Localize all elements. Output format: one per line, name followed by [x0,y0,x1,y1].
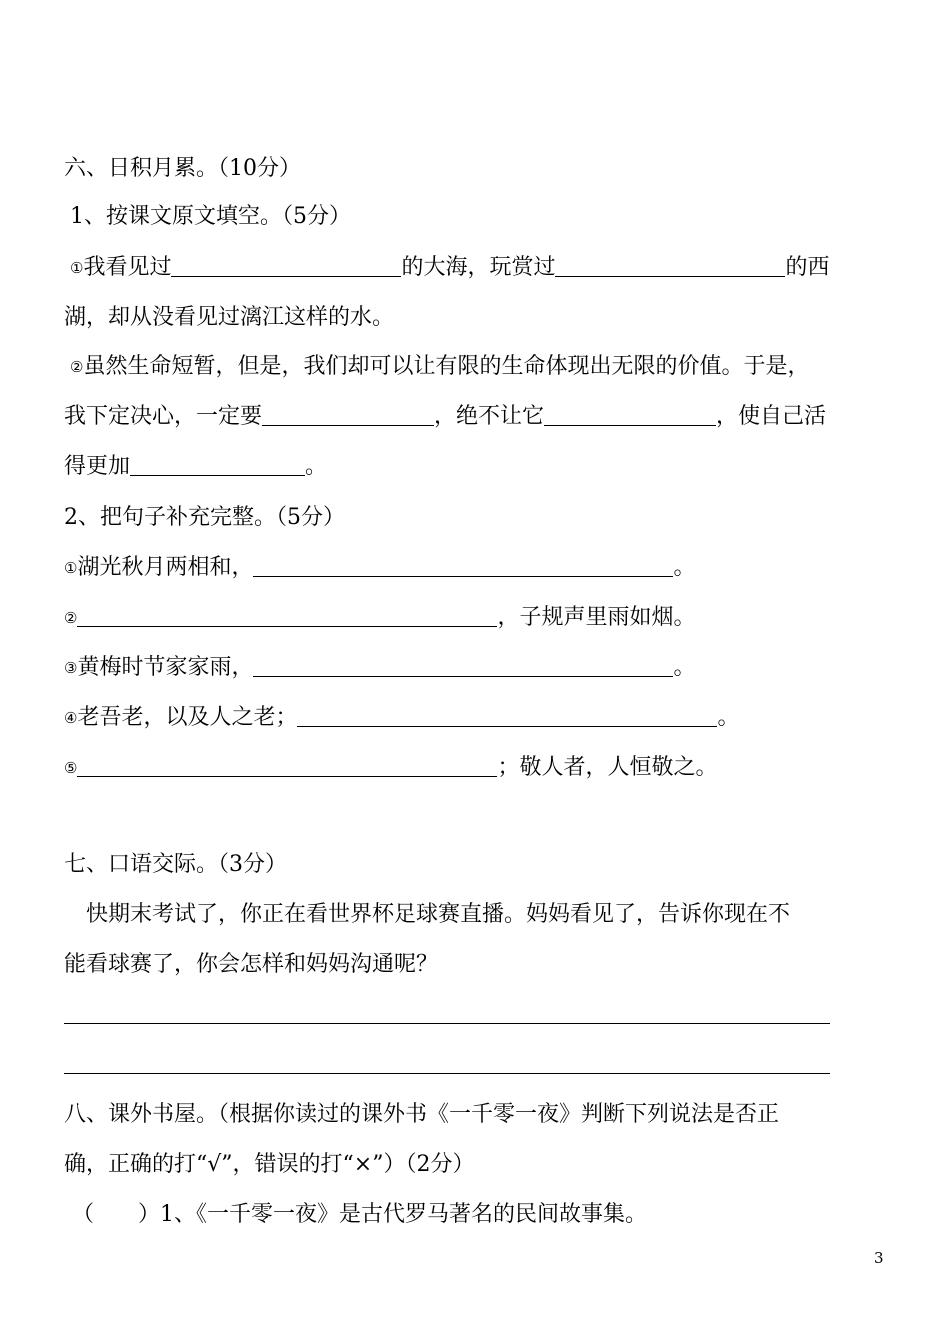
item-marker: ③ [64,659,78,677]
q2-item-5: ⑤ ；敬人者，人恒敬之。 [64,755,718,780]
q1-item1-line1: ①我看见过 的大海，玩赏过 的西 [70,255,830,280]
item-marker: ④ [64,709,78,727]
answer-blank[interactable] [544,403,716,426]
answer-paren[interactable]: （ ） [72,1202,161,1227]
section8-item-1: （ ）1、《一千零一夜》是古代罗马著名的民间故事集。 [72,1202,648,1227]
q1-item1-line2: 湖，却从没看见过漓江这样的水。 [64,305,395,330]
item-marker: ① [64,559,78,577]
q2-item-2: ② ，子规声里雨如烟。 [64,605,696,630]
item-marker: ② [64,609,78,627]
answer-blank[interactable] [77,604,497,627]
answer-line[interactable] [64,1023,830,1024]
answer-blank[interactable] [77,754,497,777]
answer-blank[interactable] [297,704,717,727]
q1-item2-line1: ②虽然生命短暂，但是，我们却可以让有限的生命体现出无限的价值。于是， [70,354,810,379]
page-number: 3 [874,1249,884,1267]
item-marker: ② [70,358,84,376]
section7-prompt-line2: 能看球赛了，你会怎样和妈妈沟通呢？ [64,952,439,977]
answer-blank[interactable] [555,254,785,277]
q1-item2-line2: 我下定决心，一定要 ，绝不让它 ，使自己活 [64,404,827,429]
answer-line[interactable] [64,1073,830,1074]
answer-blank[interactable] [262,403,434,426]
q2-item-1: ①湖光秋月两相和， 。 [64,555,696,580]
item-marker: ⑤ [64,759,78,777]
section8-heading-line1: 八、课外书屋。（根据你读过的课外书《一千零一夜》判断下列说法是否正 [64,1102,780,1127]
q1-item2-line3: 得更加 。 [64,454,328,479]
q2-item-3: ③黄梅时节家家雨， 。 [64,655,696,680]
section8-heading-line2: 确，正确的打“√”，错误的打“×”）（2分） [64,1152,475,1177]
q1-title: 1、按课文原文填空。（5分） [70,204,351,229]
answer-blank[interactable] [253,554,673,577]
q2-title: 2、把句子补充完整。（5分） [64,505,345,530]
section7-prompt-line1: 快期末考试了，你正在看世界杯足球赛直播。妈妈看见了，告诉你现在不 [86,902,791,927]
answer-blank[interactable] [253,654,673,677]
answer-blank[interactable] [171,254,401,277]
section7-heading: 七、口语交际。（3分） [64,852,287,877]
q2-item-4: ④老吾老，以及人之老； 。 [64,705,740,730]
answer-blank[interactable] [130,453,305,476]
section6-heading: 六、日积月累。（10分） [64,156,301,181]
item-marker: ① [70,259,84,277]
